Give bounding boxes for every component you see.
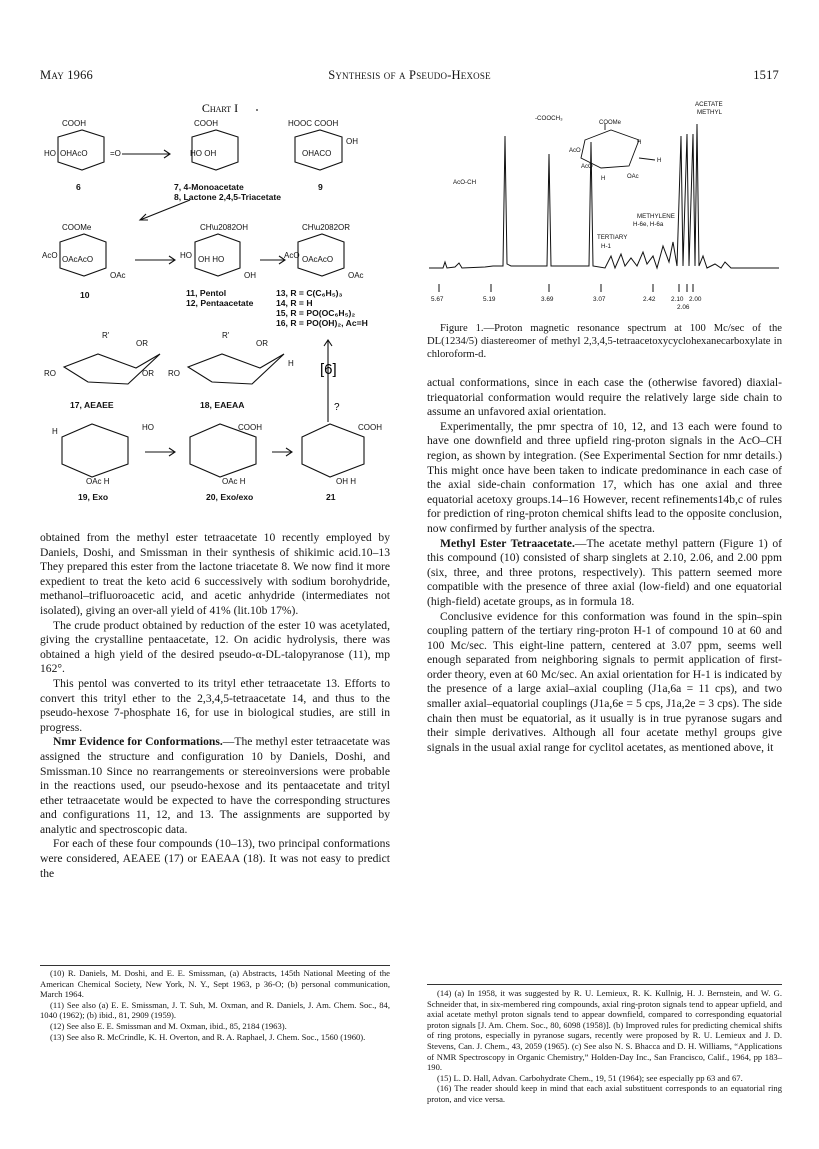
label-compound-8: 8, Lactone 2,4,5-Triacetate — [174, 192, 281, 202]
svg-text:COOH: COOH — [62, 119, 86, 128]
footnote-12: (12) See also E. E. Smissman and M. Oxman, ibid., 85, 2184 (1963). — [50, 1020, 287, 1031]
svg-text:OAcAcO: OAcAcO — [302, 255, 334, 264]
label-compound-10: 10 — [80, 290, 90, 300]
section-heading-nmr: Nmr Evidence for Conformations. — [53, 735, 223, 749]
svg-text:RO: RO — [168, 369, 180, 378]
left-paragraph-4 — [40, 735, 390, 837]
label-acetate: ACETATE — [695, 101, 723, 108]
right-paragraph-4: Conclusive evidence for this conformation was found in the spin–spin coupling pattern of the tertiary ring-proton H-1 of compound 10 at 60 and 100 Mc/sec. This eight-line pattern, centered at 3.07 ppm, seems well enough separated from neighboring signals to permit application of first-order theory, even at 60 Mc/sec. An axial orientation for H-1 is indicated by the presence of a large axial–axial coupling (J1a,6a = 11 cps), and two smaller axial–equatorial couplings (J1a,6e = 5 cps, J1a,2e = 3 cps). The side chain then must be equatorial, as it usually is in true pyranose sugars and their simple derivatives. Although all four acetate methyl groups give signals in the usual axial range for cyclitol acetates, as mentioned above, it — [427, 609, 782, 754]
label-compound-18: 18, EAEAA — [200, 400, 245, 410]
svg-text:OH H: OH H — [336, 477, 356, 486]
tick-5-19: 5.19 — [483, 296, 496, 303]
left-footnotes — [40, 968, 390, 1042]
left-column — [40, 531, 390, 881]
svg-text:R': R' — [222, 331, 230, 340]
label-compound-9: 9 — [318, 182, 323, 192]
tick-2-42: 2.42 — [643, 296, 656, 303]
svg-text:HO: HO — [142, 423, 154, 432]
label-compound-13: 13, R = C(C₆H₅)₃ — [276, 288, 343, 298]
footnote-rule-left — [40, 965, 390, 966]
label-tertiary: TERTIARY — [597, 234, 628, 241]
svg-text:AcO: AcO — [42, 251, 58, 260]
label-h1: H-1 — [601, 243, 611, 250]
label-compound-11: 11, Pentol — [186, 288, 227, 298]
chart-i-structures — [40, 92, 400, 528]
svg-text:HOOC COOH: HOOC COOH — [288, 119, 339, 128]
label-cooch3: -COOCH₃ — [535, 115, 563, 122]
tick-5-67: 5.67 — [431, 296, 444, 303]
tick-2-10: 2.10 — [671, 296, 684, 303]
svg-text:HO: HO — [44, 149, 56, 158]
label-methylene-h6: H-6e, H-6a — [633, 221, 664, 228]
svg-text:AcO: AcO — [569, 148, 581, 154]
right-footnotes — [427, 988, 782, 1105]
svg-text:OHACO: OHACO — [302, 149, 332, 158]
footnote-10: (10) R. Daniels, M. Doshi, and E. E. Smissman, (a) Abstracts, 145th National Meeting of the American Chemical Society, New York, N. Y., Sept 1963, p 36-O; (b) personal communication, March 1964. — [40, 968, 390, 1000]
svg-text:OAcAcO: OAcAcO — [62, 255, 94, 264]
right-paragraph-1: actual conformations, since in each case the (otherwise favored) diaxial-triequatorial conformation would require the relatively large side chain to assume an unfavored axial orientation. — [427, 376, 782, 419]
tick-3-69: 3.69 — [541, 296, 554, 303]
svg-text:H: H — [52, 427, 58, 436]
running-head-date: May 1966 — [40, 68, 94, 82]
svg-text:OH: OH — [346, 137, 358, 146]
label-compound-16: 16, R = PO(OH)₂, Ac=H — [276, 318, 368, 328]
left-paragraph-3: This pentol was converted to its trityl ether tetraacetate 13. Efforts to convert this trityl ether to the 2,3,4,5-tetraacetate 14, and thus to the pseudo-hexose 7-phosphate 16, for use in biological studies, are still in progress. — [40, 676, 390, 734]
left-paragraph-2: The crude product obtained by reduction of the ester 10 was acetylated, giving the crystalline pentaacetate, 12. On acidic hydrolysis, there was obtained a high yield of the desired pseudo-α-DL-talopyranose (11), mp 162°. — [40, 618, 390, 676]
footnote-rule-right — [427, 984, 782, 985]
section-heading-methyl-ester: Methyl Ester Tetraacetate. — [440, 536, 575, 550]
svg-text:RO: RO — [44, 369, 56, 378]
tick-2-06: 2.06 — [677, 304, 690, 311]
left-paragraph-1: obtained from the methyl ester tetraacetate 10 recently employed by Daniels, Doshi, and Smissman in their synthesis of shikimic acid.10–13 They prepared this ester from the lactone triacetate 8. We now find it more expedient to treat the keto acid 6 successively with sodium borohydride, methanol–trifluoroacetic acid, and acetic anhydride (intermediates not isolated), giving an over-all yield of 41% (lit.10b 17%). — [40, 531, 390, 617]
label-compound-17: 17, AEAEE — [70, 400, 114, 410]
svg-text:H: H — [601, 176, 606, 182]
svg-text:AcO: AcO — [581, 164, 593, 170]
svg-text:OR: OR — [142, 369, 154, 378]
right-column — [427, 376, 782, 755]
svg-text:=O: =O — [110, 149, 121, 158]
left-paragraph-5: For each of these four compounds (10–13), two principal conformations were considered, AEAEE (17) or EAEAA (18). It was not easy to predict the — [40, 837, 390, 880]
label-compound-19: 19, Exo — [78, 492, 109, 502]
svg-text:OAc: OAc — [110, 271, 126, 280]
svg-text:OR: OR — [256, 339, 268, 348]
nmr-spectrum-figure — [425, 96, 785, 318]
footnote-11: (11) See also (a) E. E. Smissman, J. T. Suh, M. Oxman, and R. Daniels, J. Am. Chem. Soc., 84, 1040 (1962); (b) ibid., 81, 2909 (1959). — [40, 999, 390, 1021]
svg-text:OAc H: OAc H — [86, 477, 110, 486]
svg-text:OAc: OAc — [627, 174, 639, 180]
svg-text:H: H — [637, 140, 642, 146]
label-aco-ch: AcO-CH — [453, 179, 477, 186]
svg-text:H: H — [657, 158, 662, 164]
svg-text:OH: OH — [244, 271, 256, 280]
label-compound-7: 7, 4-Monoacetate — [174, 182, 244, 192]
svg-text:OH HO: OH HO — [198, 255, 225, 264]
svg-text:COOH: COOH — [358, 423, 382, 432]
figure-1-caption: Figure 1.—Proton magnetic resonance spectrum at 100 Mc/sec of the DL(1234/5) diastereomer of methyl 2,3,4,5-tetraacetoxycyclohexanecarboxylate in chloroform-d. — [427, 323, 782, 360]
label-methyl: METHYL — [697, 109, 723, 116]
page-number: 1517 — [753, 68, 779, 82]
label-compound-14: 14, R = H — [276, 298, 313, 308]
svg-text:COOMe: COOMe — [599, 120, 622, 126]
question-mark: ? — [334, 402, 340, 413]
footnote-14: (14) (a) In 1958, it was suggested by R. U. Lemieux, R. K. Kullnig, H. J. Bernstein, and W. G. Schneider that, in six-membered ring compounds, axial ring-proton signals tend to appear upfield, and axial acetate methyl proton signals tend to appear downfield, compared to corresponding equatorial proton signals [J. Am. Chem. Soc., 80, 6098 (1958)]. (b) Improved rules for predicting chemical shifts of ring protons, especially in pyranose sugars, recently were proposed by R. U. Lemieux and J. D. Stevens, Can. J. Chem., 43, 2059 (1965). (c) See also N. S. Bhacca and D. H. Williams, “Applications of NMR Spectroscopy in Organic Chemistry,” Holden-Day Inc., San Francisco, Calif., 1964, pp 183–190. — [427, 988, 782, 1073]
label-compound-15: 15, R = PO(OC₆H₅)₂ — [276, 308, 356, 318]
svg-text:COOH: COOH — [238, 423, 262, 432]
label-compound-21: 21 — [326, 492, 336, 502]
svg-text:COOH: COOH — [194, 119, 218, 128]
svg-text:R': R' — [102, 331, 110, 340]
label-compound-20: 20, Exo/exo — [206, 492, 254, 502]
ref-bracket-6: [6] — [320, 361, 337, 378]
svg-text:CH\u2082OR: CH\u2082OR — [302, 223, 351, 232]
svg-text:CH\u2082OH: CH\u2082OH — [200, 223, 249, 232]
svg-text:H: H — [288, 359, 294, 368]
right-paragraph-3 — [427, 537, 782, 610]
right-paragraph-2: Experimentally, the pmr spectra of 10, 12, and 13 each were found to have one downfield and three upfield ring-proton signals in the AcO–CH region, as shown by integration. (See Experimental Section for nmr details.) This might once have been taken to indicate predominance in each case of the axial side-chain conformation 17, which has one axial and three equatorial acetoxy groups.14–16 However, recent refinements14b,c of rules for prediction of ring-proton chemical shifts lead to the opposite conclusion, now confirmed by further analysis of the spectra. — [427, 419, 782, 535]
svg-text:AcO: AcO — [284, 251, 300, 260]
right-paragraph-3-body: —The acetate methyl pattern (Figure 1) of this compound (10) consisted of sharp singlets at 2.10, 2.06, and 2.00 ppm (six, three, and three protons, respectively). This pattern seemed more compatible with the presence of three axial (low-field) and one equatorial (high-field) acetate groups, as in formula 18. — [427, 536, 782, 608]
svg-text:OR: OR — [136, 339, 148, 348]
tick-3-07: 3.07 — [593, 296, 606, 303]
label-methylene: METHYLENE — [637, 213, 675, 220]
footnote-16: (16) The reader should keep in mind that each axial substituent corresponds to an equatorial ring proton, and vice versa. — [427, 1083, 782, 1104]
tick-2-00: 2.00 — [689, 296, 702, 303]
running-head-title: Synthesis of a Pseudo-Hexose — [328, 68, 491, 82]
svg-text:OAc: OAc — [348, 271, 364, 280]
svg-text:OAc H: OAc H — [222, 477, 246, 486]
footnote-15: (15) L. D. Hall, Advan. Carbohydrate Chem., 19, 51 (1964); see especially pp 63 and 67. — [437, 1072, 743, 1083]
svg-text:HO: HO — [180, 251, 192, 260]
label-compound-6: 6 — [76, 182, 81, 192]
label-compound-12: 12, Pentaacetate — [186, 298, 254, 308]
chart-title: Chart I — [201, 101, 239, 115]
svg-text:HO OH: HO OH — [190, 149, 217, 158]
svg-text:OHAcO: OHAcO — [60, 149, 88, 158]
left-paragraph-4-body: —The methyl ester tetraacetate was assigned the structure and configuration 10 by Daniels, Doshi, and Smissman.10 Since no rearrangements or stereoinversions were probable in the reactions used, our pseudo-hexose and its pentaacetate and trityl ether tetraacetate would be expected to have the corresponding structures and configurations 11, 12, and 13. The assignments are supported by analytic and spectroscopic data. — [40, 735, 390, 836]
footnote-13: (13) See also R. McCrindle, K. H. Overton, and R. A. Raphael, J. Chem. Soc., 1560 (1960). — [50, 1031, 366, 1042]
svg-text:COOMe: COOMe — [62, 223, 92, 232]
